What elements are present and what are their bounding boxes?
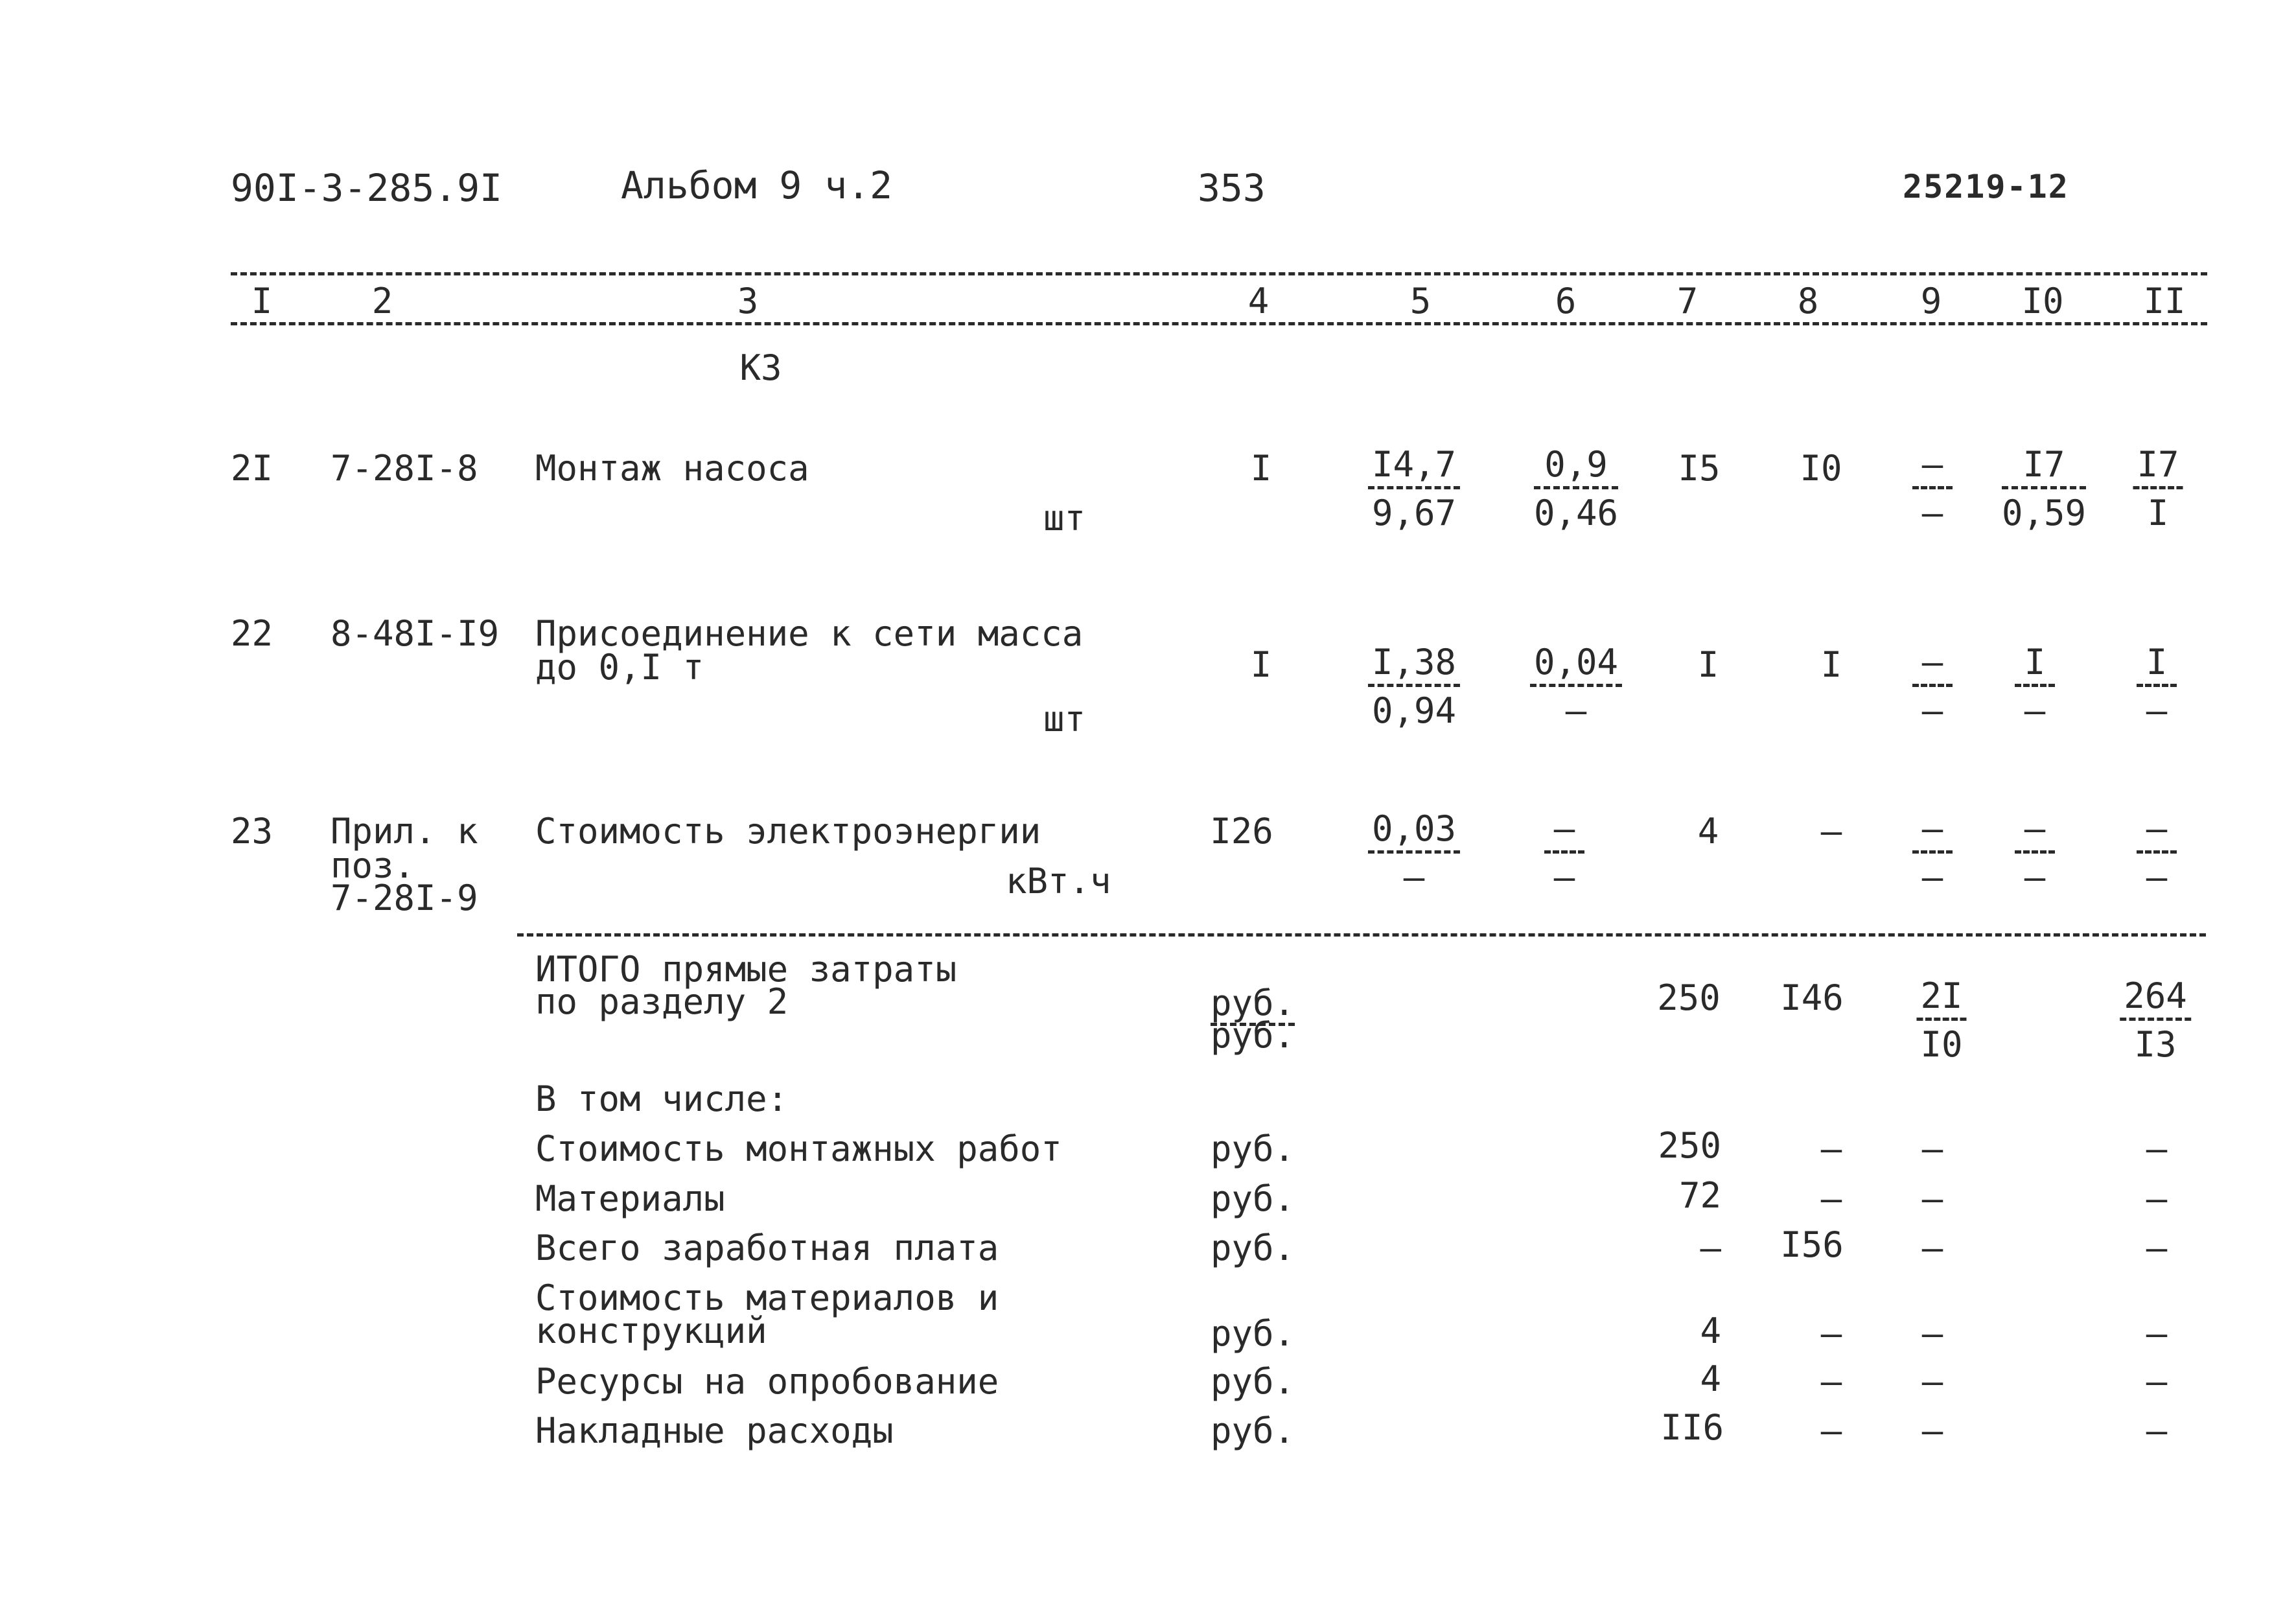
album-label: Альбом 9 ч.2 — [621, 163, 893, 207]
row-22-col7: I — [1697, 644, 1719, 685]
breakdown-5-col8: – — [1820, 1361, 1842, 1402]
breakdown-3-col8: I56 — [1780, 1224, 1844, 1265]
totals-label-line1: ИТОГО прямые затраты — [535, 949, 957, 990]
breakdown-4-label-line2: конструкций — [535, 1311, 767, 1351]
row-21-quantity: I — [1250, 448, 1272, 489]
row-23-col5: 0,03 – — [1368, 811, 1460, 895]
document-code: 90I-3-285.9I — [231, 166, 503, 210]
row-22-col9: – – — [1912, 645, 1953, 728]
row-21-col6: $\frac{0,9}{0,46}$ — [1533, 444, 1619, 533]
row-21-code: 7-28I-8 — [330, 448, 478, 489]
breakdown-4-col9: – — [1921, 1313, 1943, 1354]
column-header-3: 3 — [737, 281, 759, 321]
row-22-col10: I – — [2015, 645, 2055, 728]
row-23-code-line3: 7-28I-9 — [330, 878, 478, 918]
row-21-col8: I0 — [1800, 448, 1842, 489]
row-23-number: 23 — [231, 811, 273, 852]
breakdown-6-col11: – — [2146, 1410, 2168, 1451]
column-header-bottom-rule — [231, 322, 2207, 325]
row-22-quantity: I — [1250, 644, 1272, 685]
breakdown-2-col7: 72 — [1678, 1175, 1721, 1216]
row-23-name: Стоимость электроэнергии — [535, 811, 1041, 852]
row-21-number: 2I — [231, 448, 273, 489]
row-22-code: 8-48I-I9 — [330, 613, 500, 654]
column-header-7: 7 — [1676, 281, 1699, 321]
row-23-col6: – – — [1544, 811, 1584, 895]
breakdown-6-col9: – — [1921, 1410, 1943, 1451]
totals-unit-line2: руб. — [1211, 1015, 1295, 1056]
row-22-unit: шт — [1043, 699, 1086, 740]
totals-label-line2: по разделу 2 — [535, 981, 789, 1022]
column-header-5: 5 — [1409, 281, 1432, 321]
row-23-quantity: I26 — [1210, 811, 1273, 852]
row-21-col5: $\frac{I4,7}{9,67}$ — [1368, 447, 1460, 531]
breakdown-1-col11: – — [2146, 1128, 2168, 1169]
breakdown-3-col7: – — [1700, 1228, 1721, 1268]
section-label: К3 — [739, 347, 782, 388]
breakdown-5-label: Ресурсы на опробование — [535, 1361, 999, 1402]
row-21-col10: $\frac{I7}{0,59}$ — [2001, 444, 2087, 533]
row-23-col10: – – — [2015, 811, 2055, 895]
document-number-stamp: 25219-12 — [1903, 168, 2069, 205]
breakdown-2-unit: руб. — [1211, 1178, 1295, 1219]
breakdown-6-col7: II6 — [1660, 1407, 1724, 1448]
row-23-col11: – – — [2137, 811, 2177, 895]
totals-col11: $\frac{264}{I3}$ — [2120, 979, 2191, 1062]
totals-col9: $\frac{2I}{I0}$ — [1916, 979, 1966, 1062]
row-22-number: 22 — [231, 613, 273, 654]
breakdown-3-label: Всего заработная плата — [535, 1228, 999, 1268]
row-21-name: Монтаж насоса — [535, 448, 809, 489]
breakdown-6-label: Накладные расходы — [535, 1410, 894, 1451]
column-header-11: II — [2143, 281, 2186, 321]
breakdown-1-col8: – — [1820, 1128, 1842, 1169]
row-22-col5: $\frac{I,38}{0,94}$ — [1368, 645, 1460, 728]
breakdown-5-col11: – — [2146, 1361, 2168, 1402]
row-21-col9: – – — [1912, 447, 1953, 531]
row-22-name-line2: до 0,I т — [535, 647, 704, 688]
breakdown-4-unit: руб. — [1211, 1313, 1295, 1354]
breakdown-3-col9: – — [1921, 1228, 1943, 1268]
breakdown-1-col7: 250 — [1658, 1125, 1721, 1166]
row-21-unit: шт — [1043, 498, 1086, 539]
row-23-col7: 4 — [1697, 811, 1719, 852]
row-23-code-line1: Прил. к — [330, 811, 478, 852]
breakdown-1-unit: руб. — [1211, 1128, 1295, 1169]
breakdown-6-unit: руб. — [1211, 1410, 1295, 1451]
row-22-col6: 0,04 – — [1530, 645, 1622, 728]
row-23-unit: кВт.ч — [1006, 861, 1111, 902]
column-header-6: 6 — [1555, 281, 1577, 321]
row-22-name-line1: Присоединение к сети масса — [535, 613, 1084, 654]
row-23-code-line2: поз. — [330, 845, 415, 886]
totals-unit-line1: руб. — [1211, 985, 1295, 1026]
row-21-col11: $\frac{I7}{I}$ — [2133, 447, 2183, 531]
totals-col8: I46 — [1780, 977, 1844, 1018]
row-23-col9: – – — [1912, 811, 1953, 895]
column-header-9: 9 — [1920, 281, 1942, 321]
breakdown-5-col9: – — [1921, 1361, 1943, 1402]
column-header-4: 4 — [1247, 281, 1270, 321]
page-number: 353 — [1198, 166, 1266, 210]
breakdown-2-col9: – — [1921, 1178, 1943, 1219]
breakdown-4-label-line1: Стоимость материалов и — [535, 1277, 999, 1318]
totals-separator-rule — [517, 933, 2206, 937]
breakdown-1-label: Стоимость монтажных работ — [535, 1128, 1062, 1169]
totals-col7: 250 — [1657, 977, 1721, 1018]
breakdown-4-col8: – — [1820, 1313, 1842, 1354]
column-header-8: 8 — [1797, 281, 1819, 321]
including-label: В том числе: — [535, 1078, 789, 1119]
column-header-10: I0 — [2021, 281, 2064, 321]
row-22-col11: I – — [2137, 645, 2177, 728]
breakdown-5-col7: 4 — [1700, 1358, 1721, 1399]
breakdown-1-col9: – — [1921, 1128, 1943, 1169]
breakdown-6-col8: – — [1820, 1410, 1842, 1451]
row-22-col8: I — [1820, 644, 1842, 685]
row-23-col8: – — [1820, 811, 1842, 852]
breakdown-5-unit: руб. — [1211, 1361, 1295, 1402]
breakdown-4-col7: 4 — [1700, 1311, 1721, 1351]
breakdown-2-label: Материалы — [535, 1178, 725, 1219]
row-21-col7: I5 — [1678, 448, 1721, 489]
breakdown-2-col11: – — [2146, 1178, 2168, 1219]
breakdown-3-col11: – — [2146, 1228, 2168, 1268]
breakdown-3-unit: руб. — [1211, 1228, 1295, 1268]
breakdown-4-col11: – — [2146, 1313, 2168, 1354]
column-header-1: I — [251, 281, 273, 321]
breakdown-2-col8: – — [1820, 1178, 1842, 1219]
column-header-top-rule — [231, 272, 2207, 275]
column-header-2: 2 — [371, 281, 393, 321]
